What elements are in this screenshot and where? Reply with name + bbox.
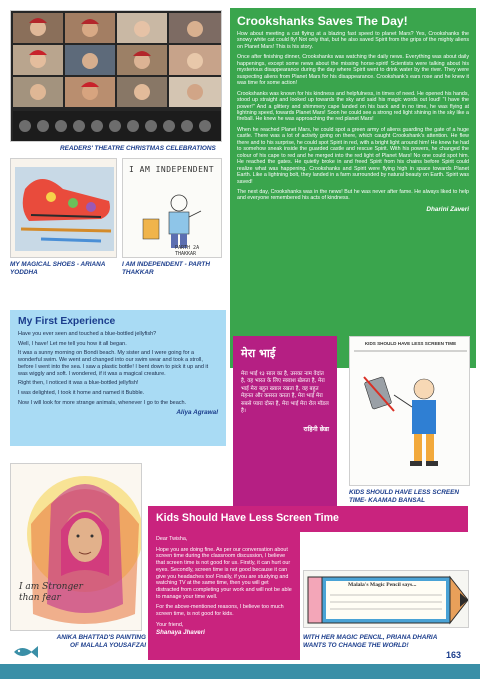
page-number: 163 (446, 650, 462, 660)
letter-paragraph-2: For the above-mentioned reasons, I believe too much screen time, is not good for kids. (156, 604, 284, 618)
experience-paragraph-2: Well, I have! Let me tell you how it all began. (18, 340, 127, 347)
collage-caption: READERS' THEATRE CHRISTMAS CELEBRATIONS (60, 145, 216, 152)
crookshanks-author: Dharini Zaveri (426, 205, 469, 213)
screen-time-drawing (349, 336, 470, 486)
independent-drawing (122, 158, 222, 258)
experience-paragraph-6: Now I will look for more strange animals, whenever I go to the beach. (18, 399, 187, 406)
independent-drawing-text: I AM INDEPENDENT (129, 165, 215, 174)
pencil-heading: Malala's Magic Pencil says... (348, 582, 417, 588)
crookshanks-paragraph-3: Crookshanks was known for his kindness and helpfulness, in times of need. He opened his hands, stood up straight and looked up towards the sky and said his magic words out loud! "I have the power!" And a glittery and shimmery cape landed on his back and in no time, he was flying at lightning speed, towards Planet Mars! Soon he could see a strong red light shining in the sky like a fireball. He knew he was approaching the red planet Mars! (237, 90, 469, 123)
letter-author: Shanaya Jhaveri (156, 629, 205, 637)
hindi-author: राहिनी छेडा (303, 426, 329, 434)
crookshanks-paragraph-5: The next day, Crookshanks was in the news! But he was never after fame. He always liked to help and everyone remembered his acts of kindness. (237, 188, 469, 202)
screen-time-letter-body (148, 530, 300, 642)
experience-title: My First Experience (18, 316, 116, 327)
letter-greeting: Dear Twisha, (156, 536, 188, 542)
crookshanks-paragraph-4: When he reached Planet Mars, he could spot a green army of aliens guarding the gate of a huge castle. There was a lot of activity going on there, which caught Crookshank's attention. He flew there and to his surprise, he could spot Spirit in red, with a bright light around him! He knew he had to somehow sneak inside the guarded castle and rescue Spirit. With his powers, he changed the colour of his cape to red and he merged into the red light of Planet Mars! No one could spot him. He reached the gates. He quietly broke in and freed Spirit from his chains before Spirit could realize what was happening. Crookshanks and Spirit were flying high in space towards Planet Earth. Like a lightning bolt, they landed in a farm surrounded by natural beauty on Earth. Spirit was saved! (237, 126, 469, 185)
letter-closing: Your friend, (156, 621, 184, 628)
zoom-grid-graphic (11, 11, 222, 142)
shoes-caption: MY MAGICAL SHOES - ARIANA YODDHA (10, 261, 106, 276)
zoom-collage-photo (10, 10, 222, 142)
fish-icon (12, 644, 38, 660)
experience-author: Aliya Agrawal (176, 409, 218, 417)
independent-drawing-signature: PARTH 2A THAKKAR (175, 245, 200, 257)
crookshanks-paragraph-2: Once after finishing dinner, Crookshanks was watching the daily news. Everything was about daily happenings, except some news about the missing horse-spirit! Scientists were talking about his mysterious disappearance during the day where Spirit went to drink water by the river. They were suspecting aliens from Planet Mars for his disappearance. Crookshank's ears rose and he knew it was time for some action! (237, 54, 469, 87)
magic-pencil-drawing (303, 570, 469, 628)
screen-time-letter-header (148, 506, 468, 532)
pencil-caption: WITH HER MAGIC PENCIL, PRIANA DHARIA WANTS TO CHANGE THE WORLD! (303, 634, 438, 649)
hindi-poem-panel (233, 336, 337, 506)
crookshanks-paragraph-1: How about meeting a cat flying at a blazing fast speed to planet Mars? Yes, Crookshanks the snowy white cat could fly! Not only that, but he also saved Spirit from the grips of the mighty aliens on Planet Mars! This is his story. (237, 31, 469, 50)
hindi-title: मेरा भाई (241, 347, 276, 360)
magical-shoes-drawing (10, 158, 117, 258)
experience-paragraph-4: Right then, I noticed it was a blue-bottled jellyfish! (18, 380, 139, 387)
experience-paragraph-5: I was delighted, I took it home and named it Bubble. (18, 389, 145, 396)
malala-painting (10, 463, 142, 631)
screen-time-letter-title: Kids Should Have Less Screen Time (156, 512, 339, 524)
crookshanks-story-panel (230, 8, 476, 368)
bottom-bar (0, 664, 480, 679)
experience-paragraph-3: It was a sunny morning on Bondi beach. My sister and I were going for a wonderful swim. We went and changed into our swim wear and took a stroll, before I went into the sea. I saw a plastic bottle! I bent down to pick it up and it was wiggly and soft. I wondered, if it was a magical creature. (18, 350, 209, 377)
screen-time-poster-text: KIDS SHOULD HAVE LESS SCREEN TIME (364, 341, 457, 346)
screen-time-drawing-caption: KIDS SHOULD HAVE LESS SCREEN TIME- KAAMAD BANSAL (349, 489, 459, 504)
malala-caption: ANIKA BHATTAD'S PAINTING OF MALALA YOUSAFZAI (56, 634, 146, 649)
experience-paragraph-1: Have you ever seen and touched a blue-bottled jellyfish? (18, 331, 157, 337)
malala-art-text: I am Stronger than fear (19, 582, 83, 603)
first-experience-panel (10, 310, 226, 446)
hindi-text: मेरा भाई १३ साल का है, उसका नाम वेदांत है, वह भारत के लिए स्क्वाश खेलता है, मेरा भाई मेरा बहुत ख्याल रखता है, वह बहुत मेहनत और कसरत करता है, मेरा भाई मेरा सबसे प्यारा दोस्त है, मेरा भाई मेरा रोल मॉडल है। (241, 371, 329, 415)
letter-paragraph-1: Hope you are doing fine. As per our conversation about screen time during the classroom discussion, I believe that screen time is not good for us. Firstly, it can hurt our eyes. Secondly, screen time is not good because it can give you headaches too! Finally, if you are studying and watching TV at the same time, then you will get distracted from completing your work and will not be able to manage your time well. (156, 546, 292, 600)
crookshanks-title: Crookshanks Saves The Day! (237, 14, 408, 28)
independent-caption: I AM INDEPENDENT - PARTH THAKKAR (122, 261, 210, 276)
